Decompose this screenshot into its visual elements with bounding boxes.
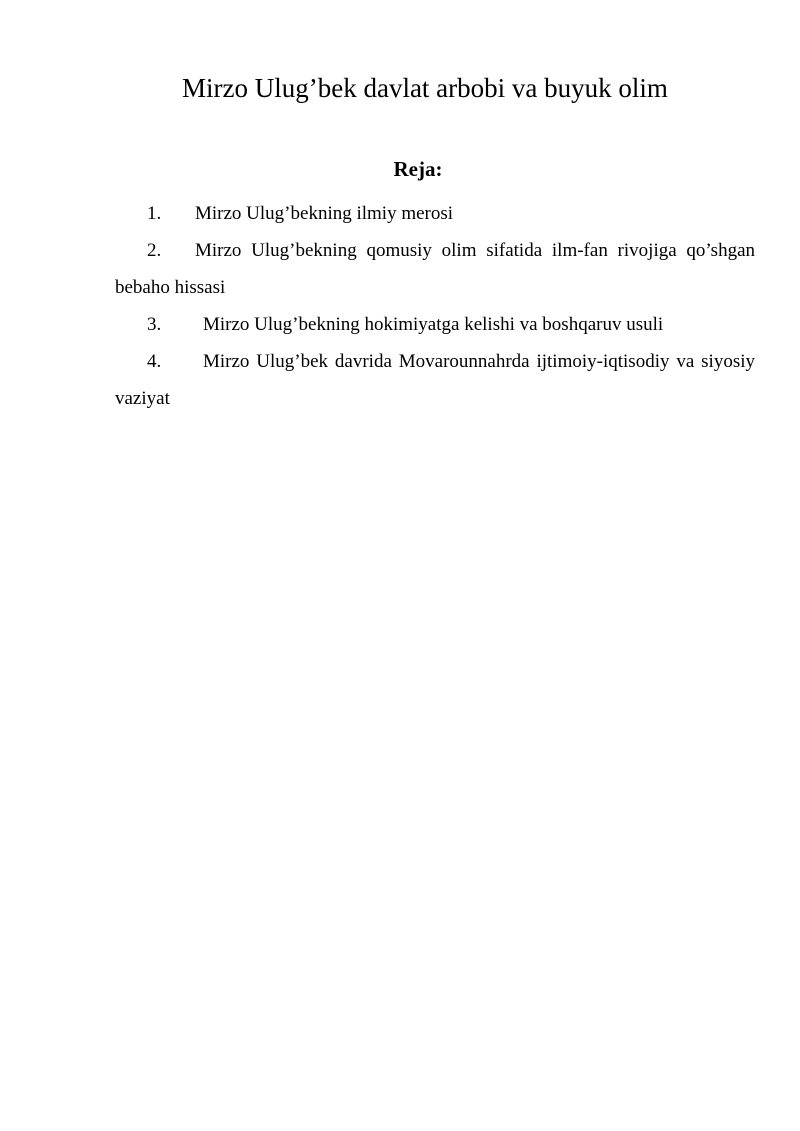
plan-heading: Reja: xyxy=(393,157,443,181)
plan-item-number: 3. xyxy=(147,314,162,335)
plan-item-4 xyxy=(115,343,755,417)
plan-item-text: Mirzo Ulug’bekning ilmiy merosi xyxy=(195,203,454,224)
document-title: Mirzo Ulug’bek davlat arbobi va buyuk olim xyxy=(182,73,668,103)
plan-item-number: 4. xyxy=(147,351,162,372)
plan-item-1 xyxy=(115,195,755,232)
plan-item-text: Mirzo Ulug’bek davrida Movarounnahrda ijtimoiy-iqtisodiy va siyosiy vaziyat xyxy=(115,351,755,409)
plan-item-2 xyxy=(115,232,755,306)
plan-item-text: Mirzo Ulug’bekning qomusiy olim sifatida ilm-fan rivojiga qo’shgan bebaho hissasi xyxy=(115,240,755,298)
plan-item-number: 1. xyxy=(147,203,162,224)
plan-item-text: Mirzo Ulug’bekning hokimiyatga kelishi va boshqaruv usuli xyxy=(203,314,664,335)
plan-list xyxy=(115,195,755,417)
plan-item-3 xyxy=(115,306,755,343)
plan-item-number: 2. xyxy=(147,240,162,261)
